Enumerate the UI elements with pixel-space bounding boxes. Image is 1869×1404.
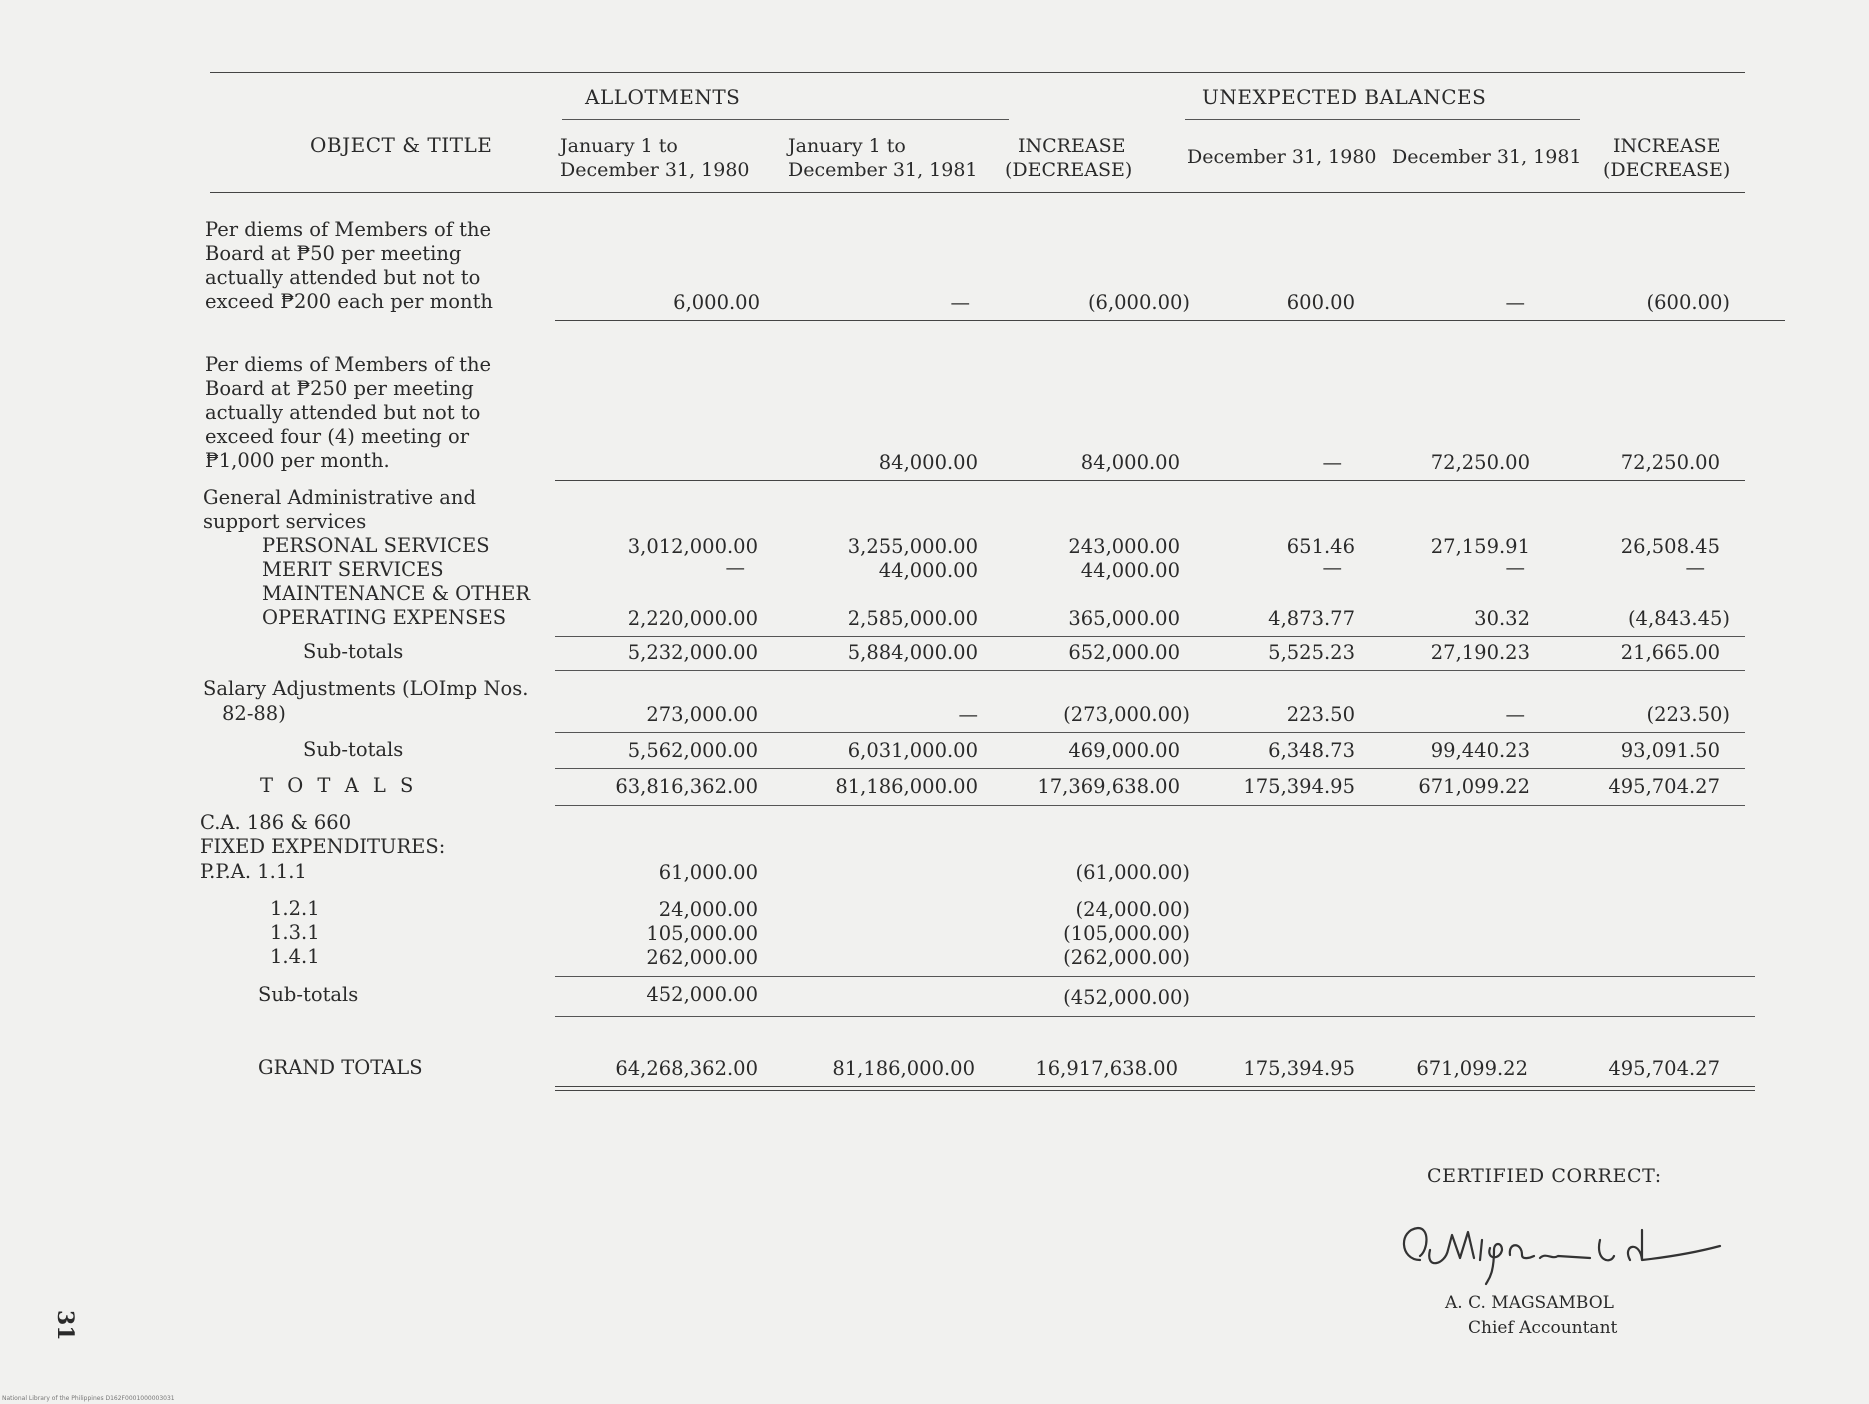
header-bottom-rule (210, 192, 1745, 193)
subtotal2-col6: 93,091.50 (1620, 739, 1720, 762)
totals-label: T O T A L S (260, 774, 418, 797)
maintenance-label-line2: OPERATING EXPENSES (262, 606, 507, 629)
object-title-header: OBJECT & TITLE (310, 133, 493, 157)
merit-col1: — (725, 556, 745, 579)
salary-rule (555, 732, 1745, 733)
ppa111-label: P.P.A. 1.1.1 (200, 860, 307, 883)
allotments-header: ALLOTMENTS (585, 85, 741, 109)
grand-col6: 495,704.27 (1608, 1057, 1720, 1080)
grand-col4: 175,394.95 (1243, 1057, 1355, 1080)
general-admin-line1: General Administrative and (203, 486, 476, 509)
perdiem2-label-line2: Board at ₱250 per meeting (205, 377, 474, 400)
subtotal3-label: Sub-totals (258, 983, 359, 1006)
subtotal1-col2: 5,884,000.00 (847, 641, 978, 664)
merit-col2: 44,000.00 (878, 559, 978, 582)
perdiem1-label-line3: actually attended but not to (205, 266, 481, 289)
ppa141-label: 1.4.1 (270, 945, 320, 968)
perdiem1-col2: — (950, 291, 970, 314)
subtotal3-rule (555, 1016, 1755, 1017)
maintenance-col5: 30.32 (1474, 607, 1530, 630)
subtotal1-col1: 5,232,000.00 (627, 641, 758, 664)
col3-header-line2: (DECREASE) (1005, 159, 1133, 181)
perdiem2-col5: 72,250.00 (1430, 451, 1530, 474)
subtotal2-label: Sub-totals (303, 738, 404, 761)
subtotal2-col3: 469,000.00 (1068, 739, 1180, 762)
maintenance-col2: 2,585,000.00 (847, 607, 978, 630)
ppa121-col1: 24,000.00 (658, 898, 758, 921)
perdiem2-col2: 84,000.00 (878, 451, 978, 474)
ca-heading-line2: FIXED EXPENDITURES: (200, 835, 446, 858)
col3-header-line1: INCREASE (1018, 135, 1126, 157)
ppa131-col3: (105,000.00) (1063, 922, 1190, 945)
signatory-name: A. C. MAGSAMBOL (1445, 1293, 1614, 1313)
perdiem1-col5: — (1505, 291, 1525, 314)
perdiem1-col6: (600.00) (1646, 291, 1730, 314)
salary-col6: (223.50) (1646, 703, 1730, 726)
ppa141-col3: (262,000.00) (1063, 946, 1190, 969)
salary-col3: (273,000.00) (1063, 703, 1190, 726)
signatory-title: Chief Accountant (1468, 1318, 1618, 1338)
col2-header-line2: December 31, 1981 (788, 159, 978, 181)
general-admin-line2: support services (203, 510, 367, 533)
col1-header-line1: January 1 to (560, 135, 678, 157)
ppa121-label: 1.2.1 (270, 897, 320, 920)
ppa111-col1: 61,000.00 (658, 861, 758, 884)
perdiem1-col4: 600.00 (1286, 291, 1355, 314)
maintenance-col1: 2,220,000.00 (627, 607, 758, 630)
subtotal1-col6: 21,665.00 (1620, 641, 1720, 664)
signature-image (1390, 1220, 1750, 1290)
personal-col1: 3,012,000.00 (627, 535, 758, 558)
personal-col3: 243,000.00 (1068, 535, 1180, 558)
perdiem2-label-line1: Per diems of Members of the (205, 353, 492, 376)
perdiem1-rule (555, 320, 1785, 321)
subtotal2-col5: 99,440.23 (1430, 739, 1530, 762)
ppa131-col1: 105,000.00 (646, 922, 758, 945)
subtotal1-col3: 652,000.00 (1068, 641, 1180, 664)
salary-col4: 223.50 (1286, 703, 1355, 726)
subtotal2-col4: 6,348.73 (1268, 739, 1355, 762)
totals-rule (555, 805, 1745, 806)
perdiem2-col4: — (1322, 451, 1342, 474)
totals-col6: 495,704.27 (1608, 775, 1720, 798)
totals-col4: 175,394.95 (1243, 775, 1355, 798)
perdiem2-label-line5: ₱1,000 per month. (205, 449, 390, 472)
salary-col5: — (1505, 703, 1525, 726)
top-rule (210, 72, 1745, 73)
col4-header: December 31, 1980 (1187, 146, 1377, 168)
subtotal2-col2: 6,031,000.00 (847, 739, 978, 762)
perdiem2-col6: 72,250.00 (1620, 451, 1720, 474)
salary-col1: 273,000.00 (646, 703, 758, 726)
grand-totals-label: GRAND TOTALS (258, 1056, 423, 1079)
personal-col4: 651.46 (1286, 535, 1355, 558)
ppa121-col3: (24,000.00) (1075, 898, 1190, 921)
certified-correct-heading: CERTIFIED CORRECT: (1427, 1165, 1662, 1187)
totals-col1: 63,816,362.00 (615, 775, 758, 798)
subtotal2-rule (555, 768, 1745, 769)
perdiem1-label-line1: Per diems of Members of the (205, 218, 492, 241)
perdiem1-label-line2: Board at ₱50 per meeting (205, 242, 462, 265)
merit-col5: — (1505, 556, 1525, 579)
personal-col2: 3,255,000.00 (847, 535, 978, 558)
page-number: 31 (52, 1310, 78, 1341)
balances-rule (1185, 119, 1580, 120)
col6-header-line1: INCREASE (1613, 135, 1721, 157)
perdiem1-col3: (6,000.00) (1087, 291, 1190, 314)
unexpected-balances-header: UNEXPECTED BALANCES (1202, 85, 1487, 109)
subtotal3-col1: 452,000.00 (646, 983, 758, 1006)
ppa131-label: 1.3.1 (270, 921, 320, 944)
perdiem1-col1: 6,000.00 (673, 291, 760, 314)
col2-header-line1: January 1 to (788, 135, 906, 157)
maintenance-col4: 4,873.77 (1268, 607, 1355, 630)
ca-heading-line1: C.A. 186 & 660 (200, 811, 352, 834)
maintenance-col3: 365,000.00 (1068, 607, 1180, 630)
footer-note: National Library of the Philippines D162F0001000003031 (2, 1395, 175, 1402)
subtotal1-col4: 5,525.23 (1268, 641, 1355, 664)
totals-col2: 81,186,000.00 (835, 775, 978, 798)
maintenance-label-line1: MAINTENANCE & OTHER (262, 582, 531, 605)
perdiem1-label-line4: exceed ₱200 each per month (205, 290, 493, 313)
personal-services-label: PERSONAL SERVICES (262, 534, 490, 557)
col6-header-line2: (DECREASE) (1603, 159, 1731, 181)
grand-col3: 16,917,638.00 (1035, 1057, 1178, 1080)
merit-services-label: MERIT SERVICES (262, 558, 444, 581)
grand-col2: 81,186,000.00 (832, 1057, 975, 1080)
personal-col5: 27,159.91 (1430, 535, 1530, 558)
subtotal2-col1: 5,562,000.00 (627, 739, 758, 762)
col1-header-line2: December 31, 1980 (560, 159, 750, 181)
subtotal1-rule (555, 670, 1745, 671)
merit-col3: 44,000.00 (1080, 559, 1180, 582)
subtotal1-col5: 27,190.23 (1430, 641, 1530, 664)
grand-totals-double-rule (555, 1086, 1755, 1091)
grand-col5: 671,099.22 (1416, 1057, 1528, 1080)
salary-label-line2: 82-88) (222, 702, 286, 725)
merit-col6: — (1685, 556, 1705, 579)
maintenance-rule (555, 636, 1745, 637)
ppa111-col3: (61,000.00) (1075, 861, 1190, 884)
personal-col6: 26,508.45 (1620, 535, 1720, 558)
ppa141-col1: 262,000.00 (646, 946, 758, 969)
merit-col4: — (1322, 556, 1342, 579)
allotments-rule (562, 119, 1009, 120)
salary-label-line1: Salary Adjustments (LOImp Nos. (203, 677, 529, 700)
salary-col2: — (958, 703, 978, 726)
totals-col5: 671,099.22 (1418, 775, 1530, 798)
totals-col3: 17,369,638.00 (1037, 775, 1180, 798)
col5-header: December 31, 1981 (1392, 146, 1582, 168)
maintenance-col6: (4,843.45) (1627, 607, 1730, 630)
perdiem2-label-line3: actually attended but not to (205, 401, 481, 424)
subtotal1-label: Sub-totals (303, 640, 404, 663)
perdiem2-label-line4: exceed four (4) meeting or (205, 425, 470, 448)
grand-col1: 64,268,362.00 (615, 1057, 758, 1080)
perdiem2-rule (555, 480, 1745, 481)
subtotal3-col3: (452,000.00) (1063, 986, 1190, 1009)
perdiem2-col3: 84,000.00 (1080, 451, 1180, 474)
ppa-rule (555, 976, 1755, 977)
